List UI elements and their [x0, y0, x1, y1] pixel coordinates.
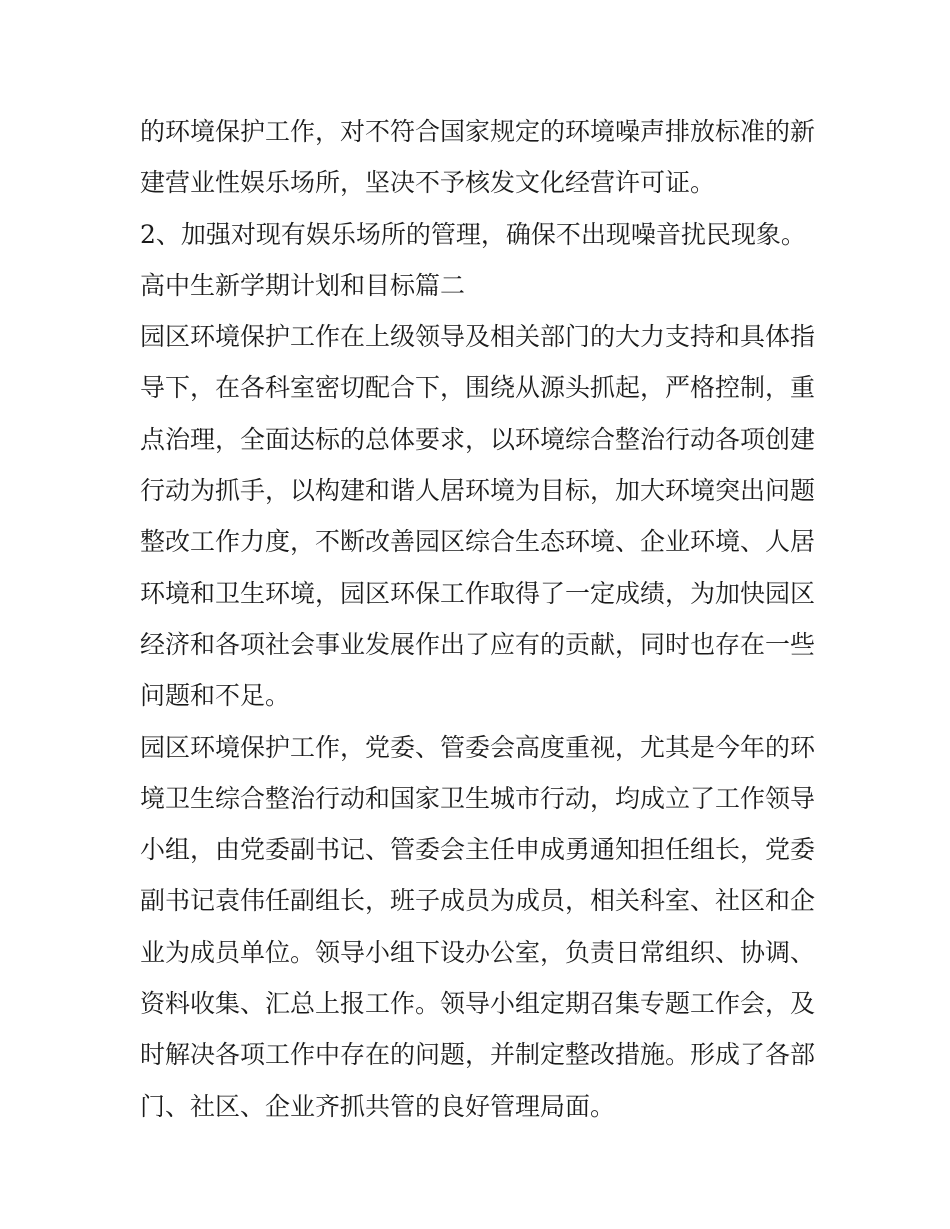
text-line: 门、社区、企业齐抓共管的良好管理局面。 [140, 1091, 616, 1121]
text-line: 问题和不足。 [140, 681, 291, 711]
text-line: 行动为抓手，以构建和谐人居环境为目标，加大环境突出问题 [140, 476, 816, 506]
text-line: 副书记袁伟任副组长，班子成员为成员，相关科室、社区和企 [140, 886, 816, 916]
text-line: 点治理，全面达标的总体要求，以环境综合整治行动各项创建 [140, 424, 816, 454]
document-body [140, 106, 820, 1132]
text-line: 境卫生综合整治行动和国家卫生城市行动，均成立了工作领导 [140, 783, 816, 813]
text-line: 园区环境保护工作在上级领导及相关部门的大力支持和具体指 [140, 322, 816, 352]
text-line: 2、加强对现有娱乐场所的管理，确保不出现噪音扰民现象。 [140, 219, 806, 249]
text-line: 小组，由党委副书记、管委会主任申成勇通知担任组长，党委 [140, 835, 816, 865]
text-line: 时解决各项工作中存在的问题，并制定整改措施。形成了各部 [140, 1040, 816, 1070]
text-line: 业为成员单位。领导小组下设办公室，负责日常组织、协调、 [140, 937, 816, 967]
text-line: 经济和各项社会事业发展作出了应有的贡献，同时也存在一些 [140, 629, 816, 659]
text-line: 整改工作力度，不断改善园区综合生态环境、企业环境、人居 [140, 527, 816, 557]
text-line: 的环境保护工作，对不符合国家规定的环境噪声排放标准的新 [140, 117, 816, 146]
text-line: 园区环境保护工作，党委、管委会高度重视，尤其是今年的环 [140, 732, 816, 762]
text-line: 环境和卫生环境，园区环保工作取得了一定成绩，为加快园区 [140, 578, 816, 608]
section-heading: 高中生新学期计划和目标篇二 [140, 270, 466, 300]
text-line: 资料收集、汇总上报工作。领导小组定期召集专题工作会，及 [140, 989, 816, 1019]
text-line: 建营业性娱乐场所，坚决不予核发文化经营许可证。 [140, 168, 716, 198]
text-line: 导下，在各科室密切配合下，围绕从源头抓起，严格控制，重 [140, 373, 816, 403]
